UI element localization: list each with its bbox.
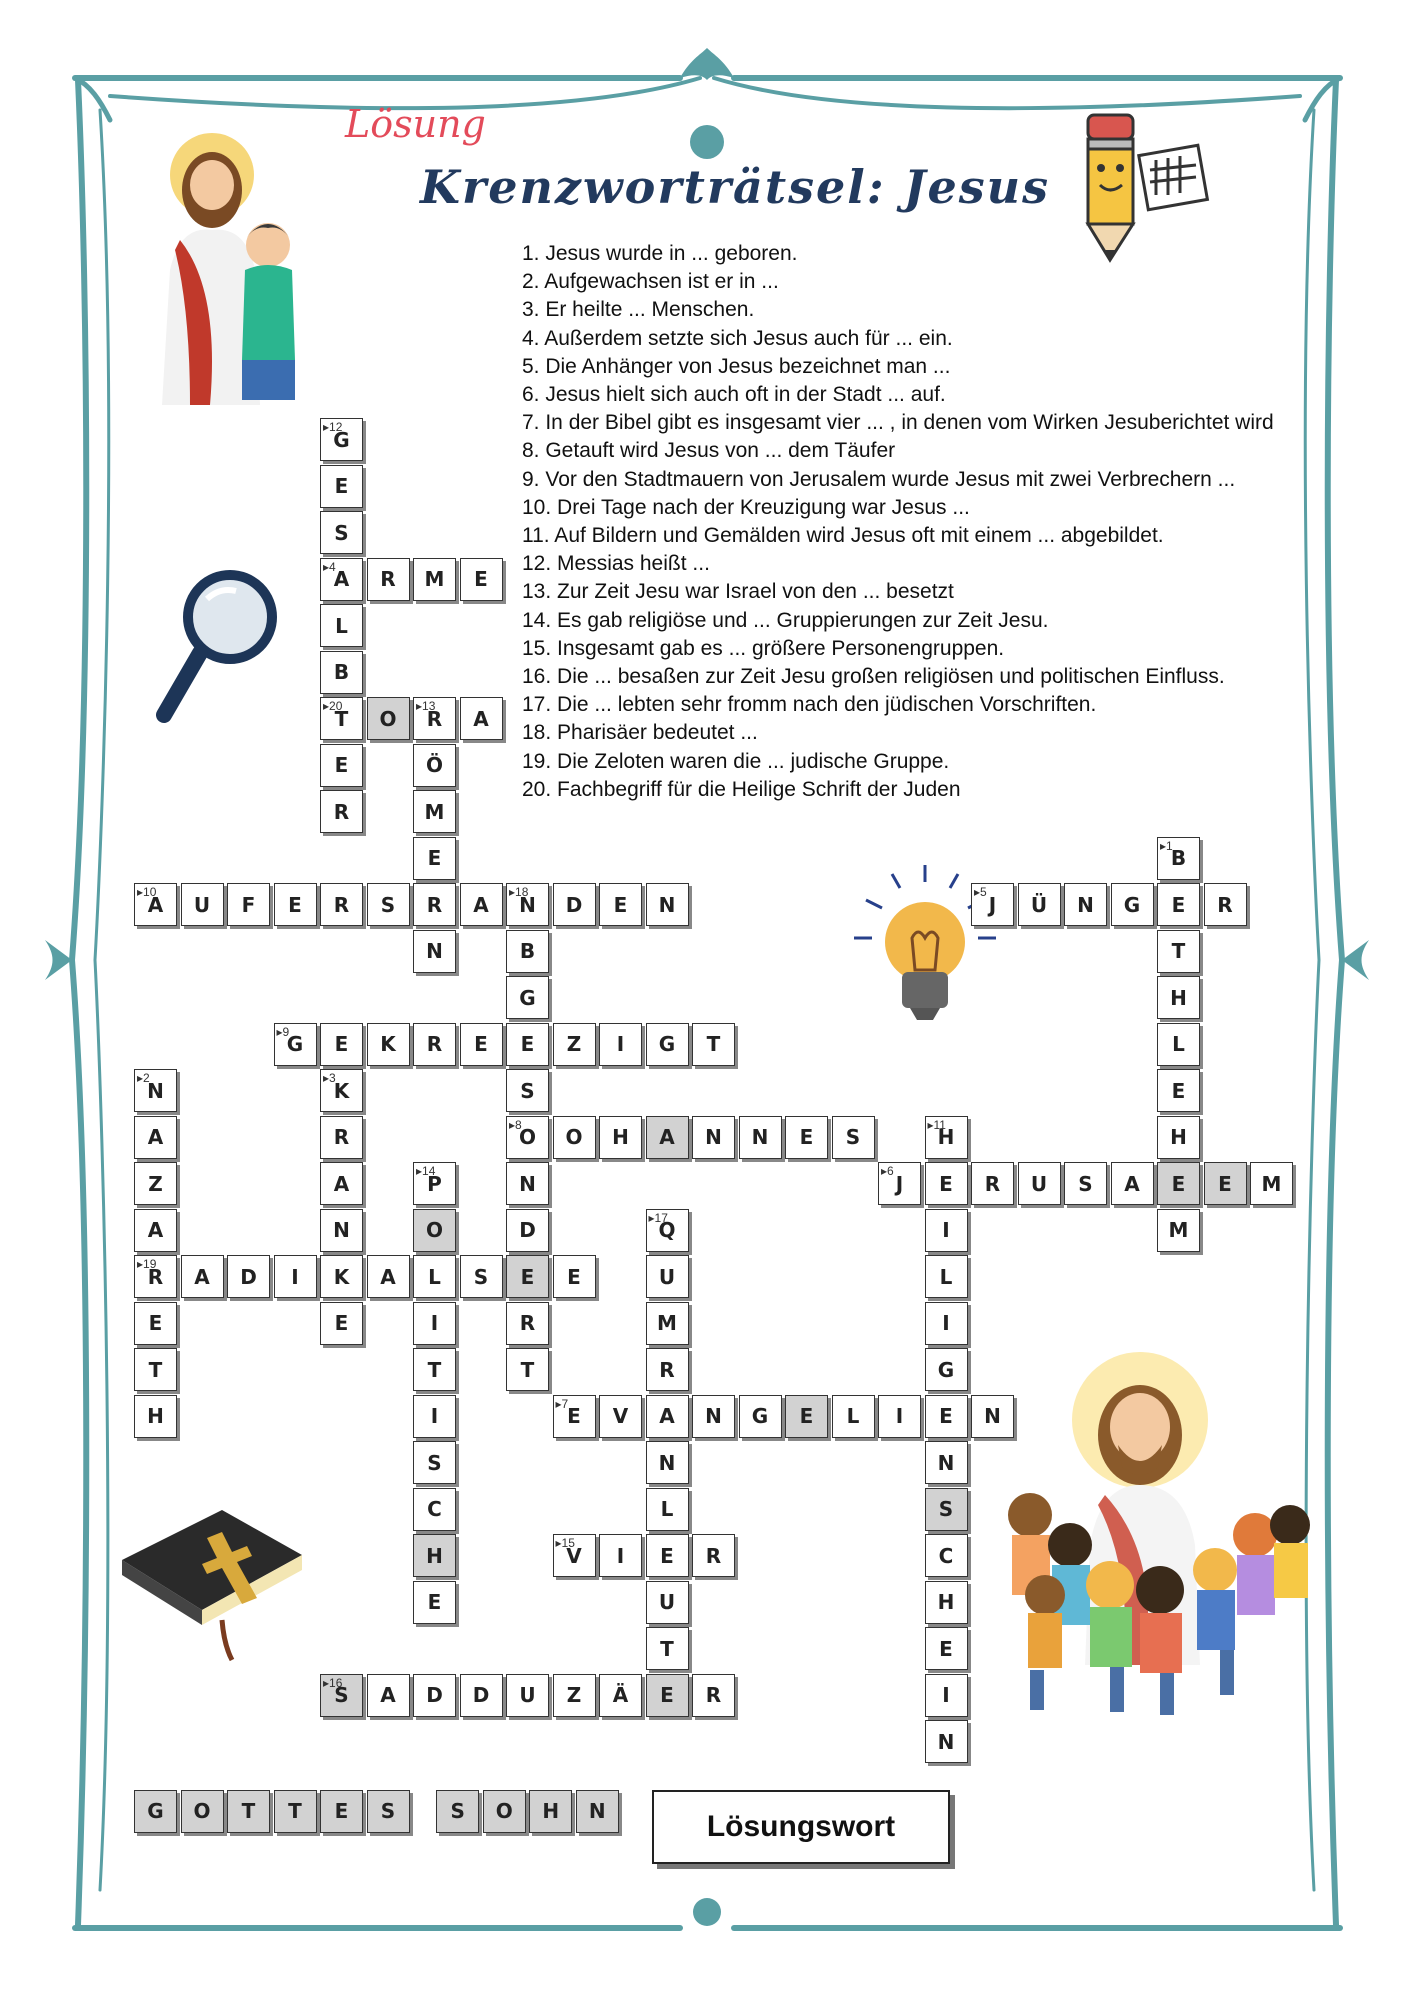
crossword-cell[interactable]: E (925, 1627, 968, 1670)
crossword-cell[interactable]: M (646, 1302, 689, 1345)
crossword-cell[interactable]: O (413, 1209, 456, 1252)
crossword-cell[interactable]: L (1157, 1023, 1200, 1066)
crossword-cell[interactable]: E (413, 1581, 456, 1624)
crossword-cell[interactable]: R (320, 1116, 363, 1159)
crossword-cell[interactable]: A (134, 1116, 177, 1159)
solution-letter-cell: N (576, 1790, 619, 1833)
clue-number: ▸17 (648, 1210, 668, 1225)
crossword-cell[interactable]: R (413, 883, 456, 926)
solution-letter-cell: O (483, 1790, 526, 1833)
crossword-cell[interactable]: E (506, 1023, 549, 1066)
solution-letter-cell: T (227, 1790, 270, 1833)
crossword-cell[interactable]: K (320, 1069, 363, 1112)
crossword-cell[interactable]: U (506, 1674, 549, 1717)
crossword-cell[interactable]: Ü (1018, 883, 1061, 926)
crossword-cell[interactable]: G (646, 1023, 689, 1066)
crossword-cell[interactable]: E (274, 883, 317, 926)
crossword-cell[interactable]: Ä (599, 1674, 642, 1717)
crossword-cell[interactable]: R (971, 1162, 1014, 1205)
crossword-cell[interactable]: U (181, 883, 224, 926)
crossword-cell[interactable]: S (832, 1116, 875, 1159)
clue-number: ▸3 (323, 1071, 336, 1085)
crossword-cell[interactable]: R (320, 883, 363, 926)
crossword-cell[interactable]: D (460, 1674, 503, 1717)
crossword-cell[interactable]: I (599, 1023, 642, 1066)
clue-item: 6. Jesus hielt sich auch oft in der Stadt ... auf. (522, 383, 946, 407)
crossword-cell[interactable]: E (320, 465, 363, 508)
crossword-cell[interactable]: T (506, 1348, 549, 1391)
crossword-cell[interactable]: R (646, 1348, 689, 1391)
crossword-cell[interactable]: O (367, 697, 410, 740)
crossword-cell[interactable]: I (413, 1302, 456, 1345)
crossword-cell[interactable]: O (553, 1116, 596, 1159)
clue-item: 12. Messias heißt ... (522, 552, 710, 576)
clue-item: 13. Zur Zeit Jesu war Israel von den ... besetzt (522, 580, 954, 604)
crossword-cell[interactable]: D (227, 1255, 270, 1298)
crossword-cell[interactable]: E (460, 1023, 503, 1066)
crossword-cell[interactable]: A (320, 1162, 363, 1205)
crossword-cell[interactable]: E (1157, 1162, 1200, 1205)
crossword-cell[interactable]: E (460, 558, 503, 601)
clue-item: 7. In der Bibel gibt es insgesamt vier ... , in denen vom Wirken Jesuberichtet wird (522, 411, 1274, 435)
clue-number: ▸6 (881, 1164, 894, 1178)
crossword-cell[interactable]: N (646, 1441, 689, 1484)
crossword-cell[interactable]: Z (134, 1162, 177, 1205)
clue-number: ▸15 (555, 1536, 575, 1550)
clue-item: 20. Fachbegriff für die Heilige Schrift der Juden (522, 777, 961, 801)
crossword-cell[interactable]: B (506, 930, 549, 973)
clue-item: 4. Außerdem setzte sich Jesus auch für ... ein. (522, 326, 953, 350)
crossword-cell[interactable]: S (367, 883, 410, 926)
crossword-cell[interactable]: T (413, 1348, 456, 1391)
clue-number: ▸20 (323, 699, 343, 713)
clue-number: ▸4 (323, 559, 336, 574)
crossword-cell[interactable]: E (646, 1534, 689, 1577)
clue-item: 3. Er heilte ... Menschen. (522, 298, 755, 322)
crossword-cell[interactable]: I (413, 1395, 456, 1438)
crossword-cell[interactable]: E (785, 1395, 828, 1438)
crossword-cell[interactable]: E (553, 1255, 596, 1298)
crossword-cell[interactable]: R (367, 558, 410, 601)
crossword-cell[interactable]: E (925, 1162, 968, 1205)
crossword-cell[interactable]: F (227, 883, 270, 926)
crossword-cell[interactable]: Z (553, 1023, 596, 1066)
clue-item: 15. Insgesamt gab es ... größere Personengruppen. (522, 636, 1005, 660)
crossword-cell[interactable]: A (460, 697, 503, 740)
crossword-cell[interactable]: N (692, 1395, 735, 1438)
crossword-cell[interactable]: G (320, 418, 363, 461)
crossword-cell[interactable]: B (320, 651, 363, 694)
crossword-cell[interactable]: A (367, 1255, 410, 1298)
crossword-cell[interactable]: G (506, 976, 549, 1019)
crossword-cell[interactable]: U (1018, 1162, 1061, 1205)
crossword-cell[interactable]: E (1204, 1162, 1247, 1205)
crossword-cell[interactable]: R (1204, 883, 1247, 926)
clue-item: 11. Auf Bildern und Gemälden wird Jesus oft mit einem ... abgebildet. (522, 524, 1164, 548)
crossword-cell[interactable]: A (367, 1674, 410, 1717)
crossword-cell[interactable]: U (646, 1255, 689, 1298)
solution-label: Lösung (345, 102, 486, 146)
bible-icon (112, 1500, 312, 1670)
crossword-cell[interactable]: E (413, 837, 456, 880)
crossword-cell[interactable]: J (878, 1162, 921, 1205)
crossword-cell[interactable]: T (646, 1627, 689, 1670)
crossword-cell[interactable]: D (553, 883, 596, 926)
crossword-cell[interactable]: H (925, 1581, 968, 1624)
crossword-cell[interactable]: T (1157, 930, 1200, 973)
crossword-cell[interactable]: E (646, 1674, 689, 1717)
crossword-cell[interactable]: H (1157, 1116, 1200, 1159)
crossword-cell[interactable]: V (599, 1395, 642, 1438)
crossword-cell[interactable]: N (692, 1116, 735, 1159)
crossword-cell[interactable]: E (320, 744, 363, 787)
crossword-cell[interactable]: C (413, 1488, 456, 1531)
crossword-cell[interactable]: N (134, 1069, 177, 1112)
crossword-cell[interactable]: I (925, 1674, 968, 1717)
solution-letter-cell: S (367, 1790, 410, 1833)
crossword-cell[interactable]: S (506, 1069, 549, 1112)
crossword-cell[interactable]: R (320, 790, 363, 833)
crossword-cell[interactable]: L (320, 604, 363, 647)
crossword-cell[interactable]: B (1157, 837, 1200, 880)
clue-item: 2. Aufgewachsen ist er in ... (522, 270, 779, 294)
crossword-cell[interactable]: K (367, 1023, 410, 1066)
crossword-cell[interactable]: L (646, 1488, 689, 1531)
solution-word-box: Lösungswort (652, 1790, 950, 1864)
crossword-cell[interactable]: A (134, 1209, 177, 1252)
crossword-cell[interactable]: H (413, 1534, 456, 1577)
clue-number: ▸18 (509, 885, 529, 899)
crossword-cell[interactable]: S (320, 511, 363, 554)
crossword-cell[interactable]: E (134, 1302, 177, 1345)
crossword-cell[interactable]: S (460, 1255, 503, 1298)
crossword-cell[interactable]: N (925, 1720, 968, 1763)
clue-item: 9. Vor den Stadtmauern von Jerusalem wurde Jesus mit zwei Verbrechern ... (522, 467, 1236, 491)
crossword-cell[interactable]: T (320, 697, 363, 740)
crossword-cell[interactable]: D (506, 1209, 549, 1252)
crossword-cell[interactable]: N (739, 1116, 782, 1159)
crossword-cell[interactable]: T (134, 1348, 177, 1391)
clue-number: ▸10 (137, 885, 157, 899)
crossword-cell[interactable]: N (925, 1441, 968, 1484)
clue-number: ▸19 (137, 1257, 157, 1271)
crossword-cell[interactable]: N (646, 883, 689, 926)
clue-item: 8. Getauft wird Jesus von ... dem Täufer (522, 439, 896, 463)
clue-number: ▸11 (927, 1117, 946, 1132)
clue-number: ▸16 (323, 1675, 343, 1690)
crossword-cell[interactable]: R (413, 1023, 456, 1066)
crossword-cell[interactable]: P (413, 1162, 456, 1205)
crossword-cell[interactable]: A (646, 1395, 689, 1438)
solution-letter-cell: E (320, 1790, 363, 1833)
crossword-cell[interactable]: T (692, 1023, 735, 1066)
clue-item: 5. Die Anhänger von Jesus bezeichnet man ... (522, 354, 951, 378)
crossword-cell[interactable]: Z (553, 1674, 596, 1717)
crossword-cell[interactable]: I (274, 1255, 317, 1298)
crossword-cell[interactable]: H (925, 1116, 968, 1159)
clue-number: ▸13 (416, 699, 436, 713)
jesus-with-child-illustration (150, 130, 310, 405)
crossword-cell[interactable]: L (413, 1255, 456, 1298)
clue-item: 18. Pharisäer bedeutet ... (522, 721, 758, 745)
magnifier-icon (152, 565, 282, 735)
crossword-cell[interactable]: E (1157, 1069, 1200, 1112)
clue-number: ▸9 (276, 1024, 290, 1039)
crossword-cell[interactable]: S (320, 1674, 363, 1717)
jesus-with-children-illustration (990, 1345, 1320, 1725)
crossword-cell[interactable]: N (320, 1209, 363, 1252)
crossword-cell[interactable]: D (413, 1674, 456, 1717)
crossword-cell[interactable]: E (785, 1116, 828, 1159)
crossword-cell[interactable]: S (1064, 1162, 1107, 1205)
crossword-cell[interactable]: G (274, 1023, 317, 1066)
clue-number: ▸7 (555, 1396, 569, 1411)
crossword-cell[interactable]: E (506, 1255, 549, 1298)
crossword-cell[interactable]: H (1157, 976, 1200, 1019)
crossword-cell[interactable]: M (1157, 1209, 1200, 1252)
clue-number: ▸8 (509, 1117, 522, 1132)
solution-letter-cell: S (436, 1790, 479, 1833)
crossword-cell[interactable]: S (413, 1441, 456, 1484)
solution-letter-cell: T (274, 1790, 317, 1833)
clue-number: ▸14 (416, 1164, 436, 1178)
crossword-cell[interactable]: R (134, 1255, 177, 1298)
clue-item: 14. Es gab religiöse und ... Gruppierungen zur Zeit Jesu. (522, 608, 1049, 632)
crossword-cell[interactable]: R (692, 1534, 735, 1577)
solution-letter-cell: G (134, 1790, 177, 1833)
crossword-cell[interactable]: K (320, 1255, 363, 1298)
crossword-cell[interactable]: N (413, 930, 456, 973)
clue-item: 1. Jesus wurde in ... geboren. (522, 242, 798, 265)
clue-number: ▸1 (1160, 838, 1173, 853)
crossword-cell[interactable]: H (599, 1116, 642, 1159)
crossword-cell[interactable]: H (134, 1395, 177, 1438)
clue-item: 19. Die Zeloten waren die ... judische Gruppe. (522, 749, 950, 773)
crossword-cell[interactable]: R (506, 1302, 549, 1345)
solution-letter-cell: H (529, 1790, 572, 1833)
crossword-cell[interactable]: N (506, 883, 549, 926)
crossword-cell[interactable]: O (506, 1116, 549, 1159)
crossword-cell[interactable]: E (320, 1023, 363, 1066)
crossword-cell[interactable]: A (1111, 1162, 1154, 1205)
crossword-cell[interactable]: C (925, 1534, 968, 1577)
crossword-cell[interactable]: L (832, 1395, 875, 1438)
crossword-cell[interactable]: A (181, 1255, 224, 1298)
crossword-cell[interactable]: R (692, 1674, 735, 1717)
crossword-cell[interactable]: G (739, 1395, 782, 1438)
crossword-cell[interactable]: M (413, 558, 456, 601)
crossword-cell[interactable]: M (413, 790, 456, 833)
clue-item: 16. Die ... besaßen zur Zeit Jesu großen religiösen und politischen Einfluss. (522, 665, 1225, 689)
crossword-cell[interactable]: E (1157, 883, 1200, 926)
crossword-cell[interactable]: A (320, 558, 363, 601)
crossword-cell[interactable]: U (646, 1581, 689, 1624)
crossword-cell[interactable]: N (1064, 883, 1107, 926)
clue-number: ▸2 (137, 1071, 150, 1085)
clue-number: ▸12 (323, 420, 343, 434)
crossword-cell[interactable]: Q (646, 1209, 689, 1252)
crossword-cell[interactable]: I (599, 1534, 642, 1577)
crossword-cell[interactable]: S (925, 1488, 968, 1531)
crossword-cell[interactable]: E (599, 883, 642, 926)
clue-list (522, 240, 1352, 804)
crossword-cell[interactable]: J (971, 883, 1014, 926)
crossword-cell[interactable]: G (925, 1348, 968, 1391)
clue-item: 17. Die ... lebten sehr fromm nach den jüdischen Vorschriften. (522, 693, 1097, 717)
crossword-cell[interactable]: E (320, 1302, 363, 1345)
clue-number: ▸5 (974, 885, 987, 899)
crossword-cell[interactable]: I (925, 1209, 968, 1252)
page-title: Krenzworträtsel: Jesus (420, 160, 1051, 214)
crossword-cell[interactable]: Ö (413, 744, 456, 787)
crossword-cell[interactable]: N (506, 1162, 549, 1205)
crossword-cell[interactable]: I (925, 1302, 968, 1345)
crossword-cell[interactable]: A (460, 883, 503, 926)
crossword-cell[interactable]: G (1111, 883, 1154, 926)
crossword-cell[interactable]: E (553, 1395, 596, 1438)
crossword-cell[interactable]: V (553, 1534, 596, 1577)
crossword-cell[interactable]: M (1250, 1162, 1293, 1205)
crossword-cell[interactable]: I (878, 1395, 921, 1438)
crossword-cell[interactable]: L (925, 1255, 968, 1298)
crossword-cell[interactable]: A (646, 1116, 689, 1159)
crossword-cell[interactable]: R (413, 697, 456, 740)
crossword-cell[interactable]: E (925, 1395, 968, 1438)
clue-item: 10. Drei Tage nach der Kreuzigung war Jesus ... (522, 495, 970, 519)
solution-letter-cell: O (181, 1790, 224, 1833)
crossword-cell[interactable]: A (134, 883, 177, 926)
crossword-cell[interactable]: N (971, 1395, 1014, 1438)
